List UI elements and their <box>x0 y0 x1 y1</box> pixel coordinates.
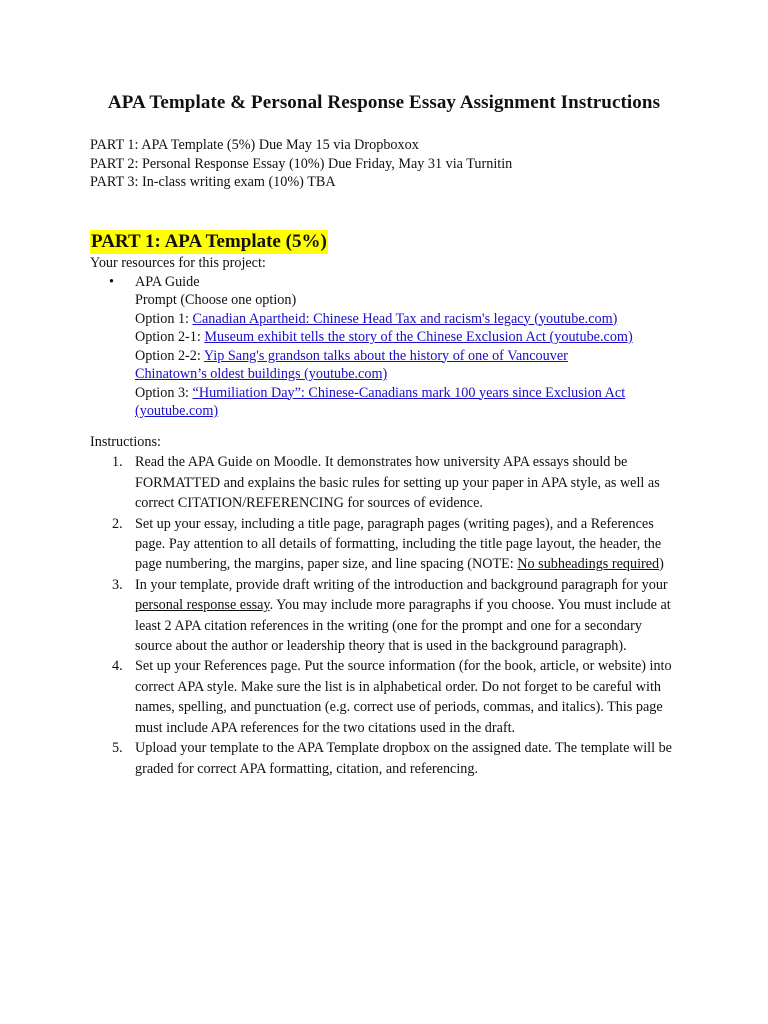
step-number: 5. <box>112 740 123 757</box>
part1-heading: PART 1: APA Template (5%) <box>91 231 327 252</box>
part-1-summary: PART 1: APA Template (5%) Due May 15 via Dropboxox <box>90 137 419 153</box>
option-2-2-link-cont[interactable]: Chinatown’s oldest buildings (youtube.com) <box>135 366 388 382</box>
resources-intro: Your resources for this project: <box>90 255 266 271</box>
option-3-link[interactable]: “Humiliation Day”: Chinese-Canadians mark 100 years since Exclusion Act <box>192 384 626 401</box>
step-text-after: . You may include more paragraphs if you choose. You must include at least 2 APA citation references in the writing (one for the prompt and one for a secondary source about the author or leadership theory that is used in the background paragraph). <box>135 597 671 655</box>
step-underlined-text: personal response essay <box>135 597 270 614</box>
instruction-step-5 <box>90 738 681 779</box>
resources-list <box>90 273 690 421</box>
document-title: APA Template & Personal Response Essay Assignment Instructions <box>107 92 661 113</box>
step-text: Set up your References page. Put the source information (for the book, article, or website) into correct APA style. Make sure the list is in alphabetical order. Do not forget to be careful with names, spelling, and punctuation (e.g. correct use of periods, commas, and italics). This page must include APA references for the two citations used in the draft. <box>135 658 672 736</box>
option-2-1 <box>90 328 690 347</box>
instruction-step-4 <box>90 656 681 738</box>
apa-guide-label: APA Guide <box>135 273 200 290</box>
step-number: 4. <box>112 658 123 675</box>
part-3-summary: PART 3: In-class writing exam (10%) TBA <box>90 174 336 190</box>
option-3-link-cont[interactable]: (youtube.com) <box>135 403 219 419</box>
instruction-step-1 <box>90 452 681 513</box>
bullet-icon: • <box>109 273 114 290</box>
step-text: Upload your template to the APA Template dropbox on the assigned date. The template will be graded for correct APA formatting, citation, and referencing. <box>135 740 672 777</box>
prompt-label <box>90 291 690 310</box>
option-2-2-label: Option 2-2: <box>135 347 204 364</box>
option-2-2 <box>90 347 690 366</box>
step-text: In your template, provide draft writing of the introduction and background paragraph for your <box>135 576 668 593</box>
step-number: 1. <box>112 454 123 471</box>
option-3-label: Option 3: <box>135 384 193 401</box>
instruction-step-3 <box>90 575 681 657</box>
step-text: Read the APA Guide on Moodle. It demonstrates how university APA essays should be FORMATTED and explains the basic rules for setting up your paper in APA style, as well as correct CITATION/REFERENCING for sources of evidence. <box>135 454 660 512</box>
option-2-1-label: Option 2-1: <box>135 329 205 345</box>
option-1 <box>90 310 690 329</box>
resources-section <box>90 254 690 421</box>
step-text: Set up your essay, including a title page, paragraph pages (writing pages), and a References page. Pay attention to all details of formatting, including the title page layout, the header, the page numbering, the margins, paper size, and line spacing (NOTE: <box>135 515 662 573</box>
step-number: 2. <box>112 515 123 532</box>
step-number: 3. <box>112 576 123 593</box>
option-1-label: Option 1: <box>135 310 193 327</box>
option-3-cont <box>90 402 690 421</box>
prompt-label-text: Prompt (Choose one option) <box>135 292 297 308</box>
option-3 <box>90 384 690 403</box>
part-2-summary: PART 2: Personal Response Essay (10%) Due Friday, May 31 via Turnitin <box>90 155 513 172</box>
option-1-link[interactable]: Canadian Apartheid: Chinese Head Tax and racism's legacy (youtube.com) <box>192 310 618 327</box>
option-2-2-cont <box>90 365 690 384</box>
parts-summary <box>90 136 512 192</box>
option-2-1-link[interactable]: Museum exhibit tells the story of the Chinese Exclusion Act (youtube.com) <box>204 329 633 345</box>
instructions-label: Instructions: <box>90 434 161 450</box>
step-text-after: ) <box>659 556 664 573</box>
instruction-step-2 <box>90 514 681 575</box>
instructions-section <box>90 432 690 779</box>
step-underlined-text: No subheadings required <box>517 556 660 573</box>
option-2-2-link[interactable]: Yip Sang's grandson talks about the history of one of Vancouver <box>203 347 568 364</box>
list-item-apa-guide <box>90 273 690 292</box>
